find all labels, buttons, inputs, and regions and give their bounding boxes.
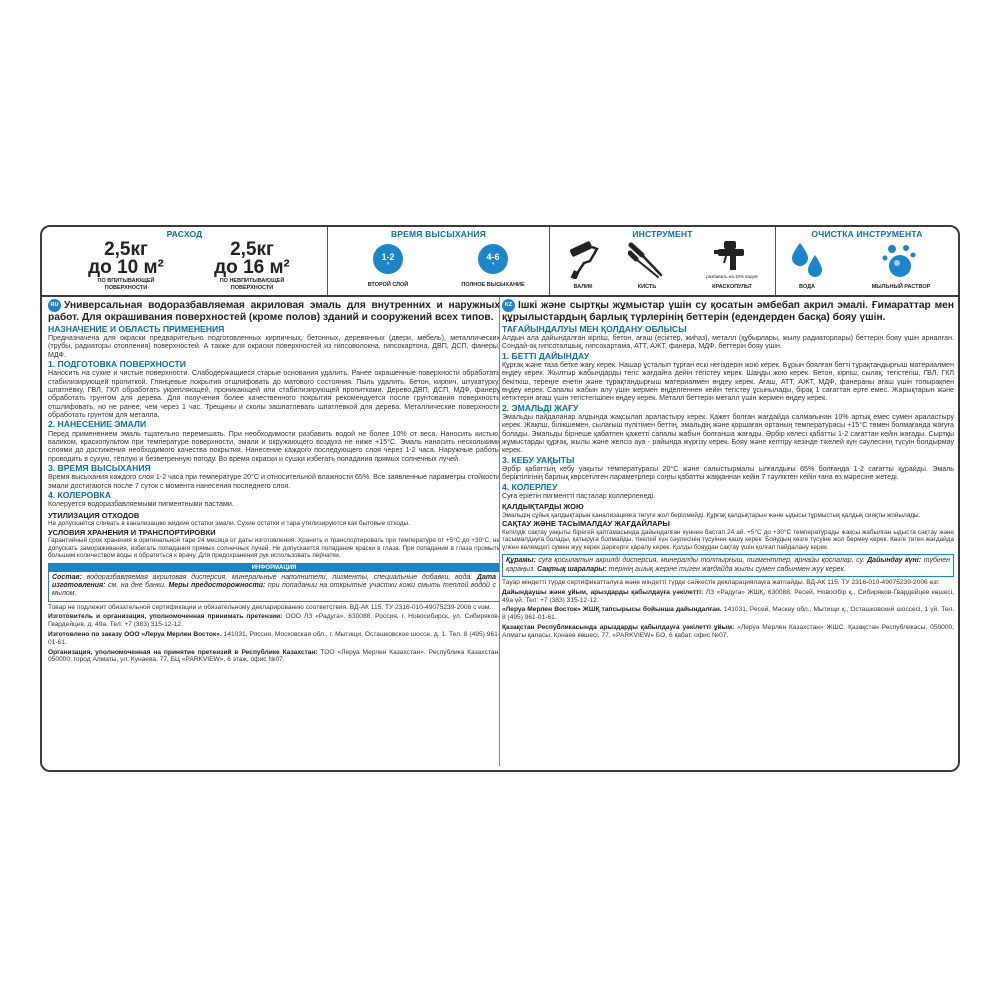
paint-roller-icon xyxy=(566,241,600,279)
tool-spray-note: разбавить на 10% водой xyxy=(706,274,758,279)
ru-ordered-by-text: 141031, Россия, Московская обл., г. Мытищи, Осташковское шоссе, д. 1. Тел. 8 (495) 961-01-61. xyxy=(48,631,500,646)
ru-certification: Товар не подлежит обязательной сертификации и обязательному декларированию соответствия. ВД-АК 115. ТУ 2316-010-49075239-2006 с изм. xyxy=(48,603,492,611)
consumption-absorbing-area: до 10 м² xyxy=(88,257,164,278)
kz-kz-organization-label: Қазақстан Республикасында арыздарды қабылдауға уәкілетті ұйым: xyxy=(502,624,735,632)
kz-info-comp-label: Құрамы: xyxy=(506,557,536,565)
ru-ordered-by-label: Изготовлено по заказу ООО «Леруа Мерлен Восток». xyxy=(48,631,222,639)
kz-ordered-by-label: «Леруа Мерлен Восток» ЖШҚ тапсырысы бойынша дайындалған. xyxy=(502,606,722,614)
ru-text-prep: Наносить на сухие и чистые поверхности. Слабодержащиеся старые основания удалить. Ранее окрашенные поверхности обработать стабилизирующей пропиткой. Глянцевые покрытия отшлифовать до матового состояния. Пыль удалить. Бетон, кирпич, штукатурку, шпатлёвку, ГВЛ, ГКЛ обработать укрепляющей, проникающей или стабилизирующей пропитками. Дерево,ДВП, ДСП, МДФ, фанеру обработать грунтом для дерева. Для получения более качественного покрытия рекомендуется после грунтования поверхность отшлифовать, но не ранее, чем через 1 час. Трещины и сколы зашпатлевать шпатлевкой для дерева. Металлические поверхности обработать грунтом для металла. xyxy=(48,369,500,419)
consumption-title: РАСХОД xyxy=(166,229,203,239)
kz-text-prep: Құрғақ және таза бетке жағу керек. Нашар ұсталып тұрған ескі негіздерін жою керек. Бұрын боялған беттi тұрақтандырғыш материалмен өңдеу керек. Жылтыр жабындарды тегіс жағдайға дейін тегістеу керек. Шаңды жою керек. Бетон, кірпіш, сылақ, тегістегіш, ГВЛ, ГКЛ бекіткіш, тереңге енетін және тұрақтандырғыш материалмен өңдеу керек. Ағаш, АТТ, АЖТ, МДФ, фанераны ағаш үшін топырақпен өңдеу керек. Сапалы жабын алу үшін жермен өңделгеннен кейін тегістеу ұсынылады, бірақ 1 сағаттан ерте емес. Жарықтарын және кетіктерін ағаш үшін тегістегішпен өңдеу керек. Металл беттерін металл үшін жермен өңдеу керек. xyxy=(502,361,954,403)
ru-heading-prep: 1. ПОДГОТОВКА ПОВЕРХНОСТИ xyxy=(48,358,186,369)
ru-info-title: ИНФОРМАЦИЯ xyxy=(49,564,499,572)
cleaning-soap-label: МЫЛЬНЫЙ РАСТВОР xyxy=(871,284,931,290)
kazakh-column xyxy=(502,297,954,770)
ru-manufacturer xyxy=(48,613,500,629)
ru-text-storage: Гарантийный срок хранения в оригинальной таре 24 месяца от даты изготовления. Хранить и транспортировать при температуре от +5°C до +30°C, не допускать замораживания, избегать попадания прямых солнечных лучей. Не допускается попадание краски в глаза. При попадании в глаза промыть большим количеством воды и обратиться к врачу. Для предохранения рук использовать перчатки. xyxy=(48,537,500,560)
kz-info-body xyxy=(503,555,953,576)
ru-ordered-by xyxy=(48,631,500,647)
kz-text-apply: Эмальды пайдаланар алдында жақсылап араластыру керек. Қажет болған жағдайда салмағынан 10% артық емес сумен араластыру керек. Жақпш, білікшемен, сылағыш пүлітімен беттің, эмальдің және қоршаған ортаның температурасы +15°C төмен болмағанда жағуға болады. Эмальды бірнеше қабатпен қажетті сапалы жабын болғанша жағады. Әрбір келесі қабатты 1-2 сағаттан кейін жағады. Сыртқы жұмыстарды құрғақ, жылы және желсіз ауа - райында жүргізу керек. Бояу және кептіру кезінде тікелей күн сәулесінің түсуін болдырмау керек. xyxy=(502,413,954,455)
kz-text-dry: Әрбір қабаттың кебу уақыты температурасы 20°C және салыстырмалы ылғалдығы 65% болғанда 1-2 сағатты құрайды. Эмаль беріктілігінің барлық көрсетілген параметрлері соңғы қабатты жаққаннан кейін 7 тәуліктен кейін ғана өз мәресіне жетеді. xyxy=(502,465,954,482)
kz-badge: KZ xyxy=(502,299,515,312)
kz-info-date: түбінен қараңыз. xyxy=(506,557,951,573)
paint-brush-icon xyxy=(628,241,666,279)
ru-heading-waste: УТИЛИЗАЦИЯ ОТХОДОВ xyxy=(48,510,140,520)
cleaning-water-label: ВОДА xyxy=(799,284,815,290)
kz-manufacturer xyxy=(502,589,954,605)
ru-info-caution-label: Меры предосторожности: xyxy=(168,582,266,590)
product-label xyxy=(40,225,960,772)
soap-bubbles-icon xyxy=(880,241,920,279)
kz-text-waste: Эмальдің сұйық қалдықтарын канализацияға төгуге жол берілмейді. Құрғақ қалдықтарын және ыдысы тұрмыстық қалдық сияқты жойылады. xyxy=(502,511,921,519)
ru-info-date: см. на дне банки. xyxy=(107,582,166,590)
kz-info-caution-label: Сақтық шаралары: xyxy=(537,565,607,573)
drying-second-label: ВТОРОЙ СЛОЙ xyxy=(367,282,409,288)
kz-ordered-by xyxy=(502,606,954,622)
kz-manufacturer-label: Дайындаушы және ұйым, арыздарды қабылдауға уәкілетті: xyxy=(502,588,704,596)
kz-text-storage: Кепілдік сақтау уақыты бірегей қаптамасында дайындалған күннен бастап 24 ай. +5°C до +30°C температурады жақсы жабылған ыдыста сақтау және тасымалдауға болады, қатыруға болмайды, тікелей күн сәулесінің түсуінен қашу керек. Бояудың көзге түсуіне жол бермеу керек. Көзге тиген жағдайда үлкен көлемдегі сумен жуу керек дәрігерге қаралу керек. Қолды бояудан сақтау үшін қолғап пайдалану керек. xyxy=(502,528,954,551)
ru-heading-color: 4. КОЛЕРОВКА xyxy=(48,489,111,500)
consumption-absorbing-value: 2,5кг xyxy=(104,239,148,260)
ru-intro xyxy=(48,299,500,324)
kz-info-comp: суға қосылатын акрилді дисперсия, минералды толтырғыш, пигменттер, арнайы қоспалар, су. xyxy=(538,557,865,565)
ru-text-apply: Перед применением эмаль тщательно перемешать. При необходимости разбавить водой не более 10% от веса. Наносить кистью, валиком, краскопультом при температуре поверхности, эмали и окружающего воздуха не ниже +15°C. Эмаль наносить несколькими слоями до достижения необходимого качества покрытия. Нанесение каждого последующего слоя через 1-2 часа. Наружные работы проводить в сухую, тёплую и безветренную погоду. Во время окраски и сушки избегать попадания прямых солнечных лучей. xyxy=(48,429,500,463)
ru-info-body xyxy=(49,572,499,601)
ru-manufacturer-text: ООО ЛЗ «Радуга». 630088, Россия, г. Новосибирск, ул. Сибиряков-Гвардейцев, д. 49а. Тел: +7 (383) 315-12-12. xyxy=(48,613,500,629)
tools-title: ИНСТРУМЕНТ xyxy=(632,229,693,239)
ru-info-date-label: Дата изготовления: xyxy=(52,573,496,590)
kz-heading-color: 4. КОЛЕРЛЕУ xyxy=(502,481,558,492)
kz-heading-purpose: ТАҒАЙЫНДАЛУЫ МЕН ҚОЛДАНУ ОБЛЫСЫ xyxy=(502,323,687,334)
consumption-nonabsorbing-note: ПО НЕВПИТЫВАЮЩЕЙ ПОВЕРХНОСТИ xyxy=(219,278,285,291)
clock-icon xyxy=(478,244,508,274)
kz-info-date-label: Дайындау күні: xyxy=(867,557,922,565)
kz-kz-organization-text: «Леруа Мерлен Казахстан» ЖШС. Қазақстан Республикасы, 050000, Алматы қаласы, Қонаев көшесі, 77, «PARKVIEW» БО, 6 қабат, офис №07. xyxy=(502,624,955,639)
kz-heading-apply: 2. ЭМАЛЬДІ ЖАҒУ xyxy=(502,402,579,413)
ru-kz-organization-text: ТОО «Леруа Мерлен Казахстан». Республика Казахстан, 050000, город Алматы, ул. Кунаева, 77, БЦ «PARKVIEW», 6 этаж, офис №07. xyxy=(48,648,500,664)
ru-heading-storage: УСЛОВИЯ ХРАНЕНИЯ И ТРАНСПОРТИРОВКИ xyxy=(48,527,216,537)
ru-badge: RU xyxy=(48,299,61,312)
tool-brush-label: КИСТЬ xyxy=(637,284,657,290)
drying-full-unit: ч xyxy=(491,261,495,267)
kz-heading-waste: ҚАЛДЫҚТАРДЫ ЖОЮ xyxy=(502,502,584,512)
drying-title: ВРЕМЯ ВЫСЫХАНИЯ xyxy=(390,229,487,239)
ru-manufacturer-label: Изготовитель и организация, уполномоченная принимать претензии: xyxy=(48,613,283,621)
ru-info-comp-label: Состав: xyxy=(52,573,82,581)
clock-icon xyxy=(373,244,403,274)
drying-section xyxy=(328,227,550,295)
water-drop-icon xyxy=(790,241,826,279)
ru-info-comp: водоразбавляемая акриловая дисперсия, минеральные наполнители, пигменты, специальные добавки, вода. xyxy=(86,573,473,581)
ru-heading-apply: 2. НАНЕСЕНИЕ ЭМАЛИ xyxy=(48,419,147,430)
column-divider xyxy=(499,297,500,766)
drying-second-unit: ч xyxy=(386,261,390,267)
consumption-nonabsorbing-value: 2,5кг xyxy=(230,239,274,260)
ru-heading-purpose: НАЗНАЧЕНИЕ И ОБЛАСТЬ ПРИМЕНЕНИЯ xyxy=(48,323,225,334)
tools-section xyxy=(550,227,776,295)
ru-kz-organization-label: Организация, уполномоченная на принятие претензий в Республике Казахстан: xyxy=(48,648,318,656)
consumption-section xyxy=(42,227,328,295)
russian-column xyxy=(48,297,500,770)
consumption-nonabsorbing-area: до 16 м² xyxy=(214,257,290,278)
ru-kz-organization xyxy=(48,649,500,665)
kz-heading-dry: 3. КЕБУ УАҚЫТЫ xyxy=(502,454,575,465)
kz-ordered-by-text: 141031, Ресей, Мәскеу обл., Мытищи қ., Осташковский шоссесі, 1 үй. Тел. 8 (495) 961-01-61. xyxy=(502,606,954,622)
kz-heading-storage: САҚТАУ ЖӘНЕ ТАСЫМАЛДАУ ЖАҒДАЙЛАРЫ xyxy=(502,519,670,529)
ru-text-waste: Не допускается сливать в канализацию жидкие остатки эмали. Сухие остатки и тара утилизируются как бытовые отходы. xyxy=(48,520,410,528)
ru-info-caution: при попадании на открытые участки кожи смыть теплой водой с мылом. xyxy=(52,582,496,598)
tool-roller-label: ВАЛИК xyxy=(573,284,593,290)
kz-info-box xyxy=(502,554,954,577)
ru-intro-text: Универсальная водоразбавляемая акриловая эмаль для внутренних и наружных работ. Для окрашивания поверхностей (кроме полов) зданий и сооружений всех типов. xyxy=(48,300,500,323)
kz-heading-prep: 1. БЕТТІ ДАЙЫНДАУ xyxy=(502,350,590,361)
kz-intro xyxy=(502,299,954,324)
kz-manufacturer-text: ЛЗ «Радуга» ЖШҚ, 630088, Ресей, Новосібір қ., Сибиряков-Гвардейцев көшесі, 49а үй. Тел: +7 (383) 315-12-12. xyxy=(502,588,955,604)
kz-info-caution: терінің ашық жеріне тиген жағдайда жылы сумен сабынмен жуу керек. xyxy=(608,565,846,573)
kz-certification: Тауар міндетті түрде сертификатталуға және міндетті түрде сәйкестік декларациялауға жатпайды. ВД-АК 115. ТУ 2316-010-49075239-2006 өзг. xyxy=(502,579,940,587)
kz-intro-text: Ішкі және сыртқы жұмыстар үшін су қосатын әмбебап акрил эмалі. Ғимараттар мен құрылыстардың барлық түрлерінің беттерін (едендерден басқа) бояу үшін. xyxy=(502,300,954,323)
tool-spray-label: КРАСКОПУЛЬТ xyxy=(712,284,752,290)
ru-info-box xyxy=(48,563,500,602)
kz-text-purpose: Алдын ала дайындалған кірпіш, бетон, ағаш (есіктер, жиһаз), металл (құбырлары, жылу радиаторлары) беттерін бояу үшін арналған. Сондай-ақ гипсоталшық, гипсокартама, АТТ, АЖТ, фанера, МДФ. беттерін бояу үшін. xyxy=(502,334,954,351)
drying-second-value: 1-2 xyxy=(381,252,395,262)
top-panel xyxy=(42,227,958,297)
ru-text-color: Колеруется водоразбавляемыми пигментными пастами. xyxy=(48,500,234,509)
kz-kz-organization xyxy=(502,624,954,640)
spray-gun-icon xyxy=(714,241,748,271)
drying-full-label: ПОЛНОЕ ВЫСЫХАНИЕ xyxy=(461,282,525,288)
ru-text-dry: Время высыхания каждого слоя 1-2 часа при температуре 20°C и относительной влажности 65%. Все заявленные параметры стойкости эмали достигаются после 7 суток с момента нанесения последнего слоя. xyxy=(48,473,500,490)
consumption-absorbing-note: ПО ВПИТЫВАЮЩЕЙ ПОВЕРХНОСТИ xyxy=(97,278,155,291)
kz-text-color: Суға еріетін пигментті пасталар коллерленеді. xyxy=(502,492,656,501)
ru-heading-dry: 3. ВРЕМЯ ВЫСЫХАНИЯ xyxy=(48,462,151,473)
cleaning-section xyxy=(776,227,958,295)
drying-full-value: 4-6 xyxy=(486,252,500,262)
ru-text-purpose: Предназначена для окраски предварительно подготовленных кирпичных, бетонных, деревянных (двери, мебель), металлических (трубы, радиаторы отопления) поверхностей. А также для окраски поверхностей из гипсоволокна, гипсокартона, ДВП, ДСП, фанеры, МДФ. xyxy=(48,334,500,359)
cleaning-title: ОЧИСТКА ИНСТРУМЕНТА xyxy=(811,229,923,239)
